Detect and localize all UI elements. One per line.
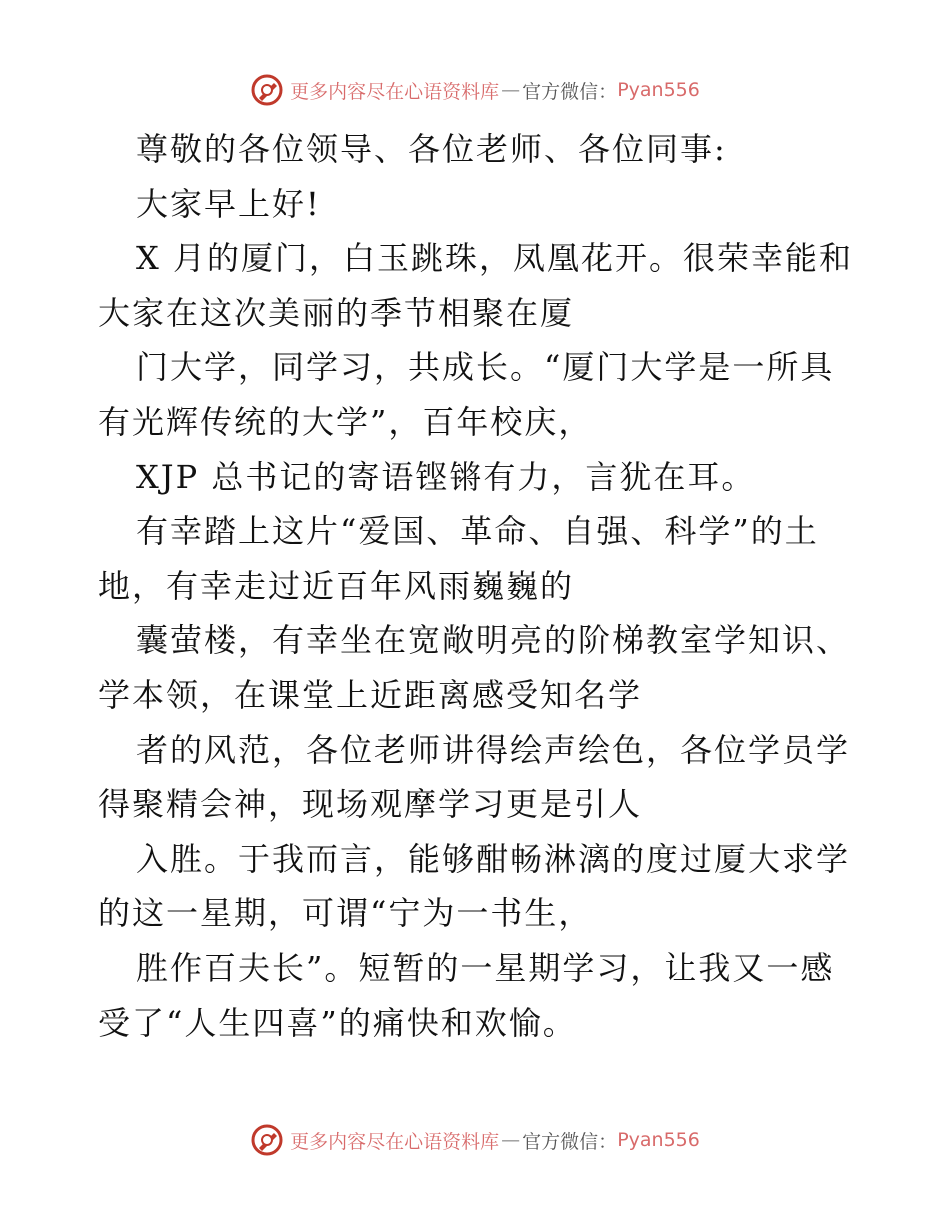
text-line: 受了“人生四喜”的痛快和欢愉。 — [98, 1003, 577, 1042]
text-line: 的这一星期，可谓“宁为一书生， — [98, 894, 593, 933]
text-line: 有幸踏上这片“爱国、革命、自强、科学”的土 — [136, 512, 819, 551]
text-line: 学本领，在课堂上近距离感受知名学 — [98, 675, 643, 714]
watermark-label: 官方微信： — [522, 80, 618, 103]
watermark-dash: — — [501, 79, 521, 101]
header-watermark — [0, 70, 950, 110]
footer-watermark — [0, 1120, 950, 1160]
logo-icon — [250, 1123, 284, 1157]
text-line: 地，有幸走过近百年风雨巍巍的 — [98, 566, 575, 605]
document-body — [98, 122, 858, 1050]
watermark-id: Pyan556 — [617, 1129, 700, 1151]
text-line: 胜作百夫长”。短暂的一星期学习，让我又一感 — [136, 948, 835, 987]
text-line: XJP 总书记的寄语铿锵有力，言犹在耳。 — [136, 457, 756, 496]
watermark-text: 更多内容尽在心语资料库 — [290, 1130, 500, 1153]
text-line: 大家在这次美丽的季节相聚在厦 — [98, 293, 575, 332]
text-line: X 月的厦门，白玉跳珠，凤凰花开。很荣幸能和 — [136, 239, 853, 278]
text-line: 有光辉传统的大学”，百年校庆， — [98, 402, 593, 441]
watermark-id: Pyan556 — [617, 79, 700, 101]
text-line: 门大学，同学习，共成长。“厦门大学是一所具 — [136, 348, 835, 387]
text-line: 囊萤楼，有幸坐在宽敞明亮的阶梯教室学知识、 — [136, 621, 851, 660]
watermark-text: 更多内容尽在心语资料库 — [290, 80, 500, 103]
watermark-dash: — — [501, 1129, 521, 1151]
text-line: 大家早上好! — [136, 184, 321, 223]
text-line: 得聚精会神，现场观摩学习更是引人 — [98, 785, 643, 824]
text-line: 者的风范，各位老师讲得绘声绘色，各位学员学 — [136, 730, 851, 769]
watermark-label: 官方微信： — [522, 1130, 618, 1153]
text-line: 入胜。于我而言，能够酣畅淋漓的度过厦大求学 — [136, 839, 851, 878]
logo-icon — [250, 73, 284, 107]
text-line: 尊敬的各位领导、各位老师、各位同事: — [136, 130, 727, 168]
